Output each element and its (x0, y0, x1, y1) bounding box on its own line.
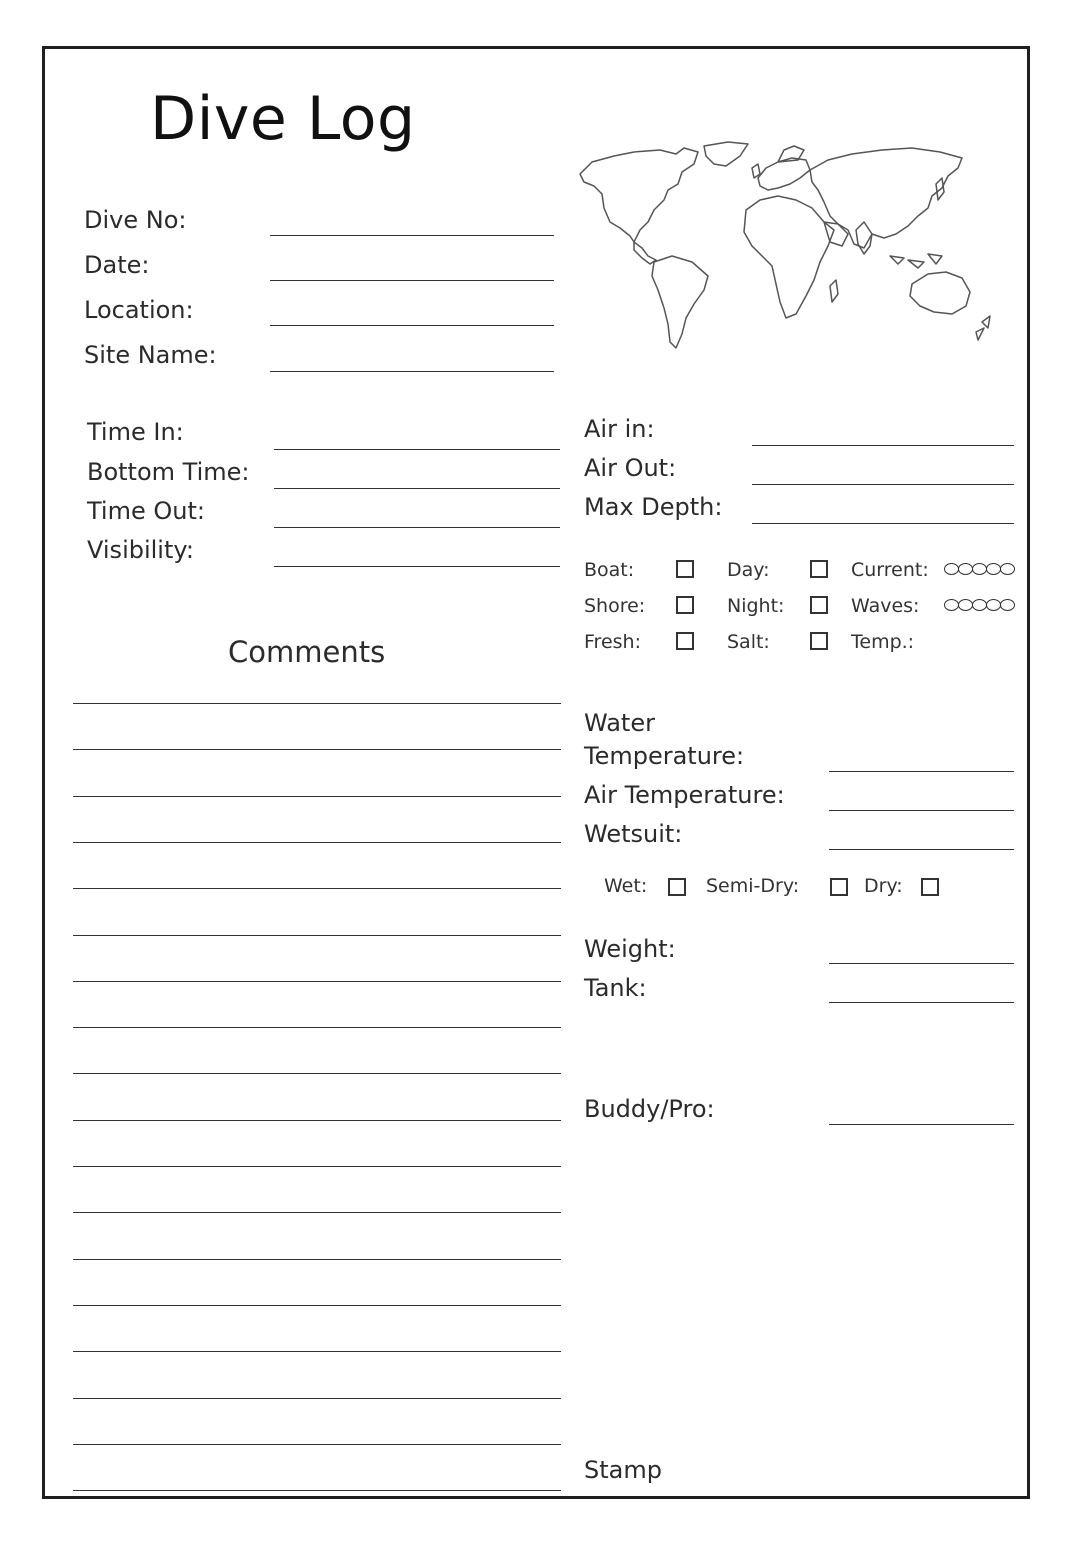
comment-line[interactable] (73, 1073, 561, 1074)
wet-label: Wet: (604, 875, 648, 897)
temp-label: Temp.: (851, 631, 915, 653)
rating-circle-icon[interactable] (958, 599, 973, 611)
dive-no-line[interactable] (270, 235, 554, 236)
rating-circle-icon[interactable] (972, 599, 987, 611)
tank-label: Tank: (584, 974, 647, 1002)
salt-label: Salt: (727, 631, 770, 653)
visibility-label: Visibility: (87, 536, 194, 564)
comment-line[interactable] (73, 888, 561, 889)
water-temperature-line[interactable] (829, 771, 1014, 772)
max-depth-line[interactable] (752, 523, 1014, 524)
weight-line[interactable] (829, 963, 1014, 964)
bottom-time-label: Bottom Time: (87, 458, 250, 486)
dry-label: Dry: (864, 875, 903, 897)
comments-heading: Comments (228, 635, 386, 669)
bottom-time-line[interactable] (274, 488, 560, 489)
fresh-checkbox[interactable] (676, 632, 694, 650)
boat-checkbox[interactable] (676, 560, 694, 578)
date-line[interactable] (270, 280, 554, 281)
comment-line[interactable] (73, 842, 561, 843)
rating-circle-icon[interactable] (944, 599, 959, 611)
salt-checkbox[interactable] (810, 632, 828, 650)
max-depth-label: Max Depth: (584, 493, 723, 521)
buddy-pro-label: Buddy/Pro: (584, 1095, 715, 1123)
comment-line[interactable] (73, 1166, 561, 1167)
rating-circle-icon[interactable] (986, 599, 1001, 611)
comment-line[interactable] (73, 703, 561, 704)
weight-label: Weight: (584, 935, 676, 963)
air-in-label: Air in: (584, 415, 655, 443)
rating-circle-icon[interactable] (1000, 563, 1015, 575)
fresh-label: Fresh: (584, 631, 641, 653)
buddy-pro-line[interactable] (829, 1124, 1014, 1125)
current-label: Current: (851, 559, 929, 581)
comment-line[interactable] (73, 1120, 561, 1121)
waves-rating[interactable] (944, 599, 1014, 611)
comment-line[interactable] (73, 935, 561, 936)
page-title: Dive Log (150, 84, 416, 154)
air-in-line[interactable] (752, 445, 1014, 446)
comment-line[interactable] (73, 749, 561, 750)
stamp-label: Stamp (584, 1456, 662, 1484)
air-out-label: Air Out: (584, 454, 677, 482)
visibility-line[interactable] (274, 566, 560, 567)
wet-checkbox[interactable] (668, 878, 686, 896)
semi-dry-checkbox[interactable] (830, 878, 848, 896)
rating-circle-icon[interactable] (958, 563, 973, 575)
tank-line[interactable] (829, 1002, 1014, 1003)
comment-line[interactable] (73, 1212, 561, 1213)
rating-circle-icon[interactable] (972, 563, 987, 575)
rating-circle-icon[interactable] (1000, 599, 1015, 611)
comment-line[interactable] (73, 1444, 561, 1445)
time-in-label: Time In: (87, 418, 184, 446)
shore-checkbox[interactable] (676, 596, 694, 614)
water-temperature-label-line1: Water (584, 709, 655, 737)
dive-no-label: Dive No: (84, 206, 187, 234)
day-checkbox[interactable] (810, 560, 828, 578)
comment-line[interactable] (73, 796, 561, 797)
rating-circle-icon[interactable] (986, 563, 1001, 575)
air-temperature-line[interactable] (829, 810, 1014, 811)
semi-dry-label: Semi-Dry: (706, 875, 800, 897)
air-out-line[interactable] (752, 484, 1014, 485)
rating-circle-icon[interactable] (944, 563, 959, 575)
comment-line[interactable] (73, 1398, 561, 1399)
comment-line[interactable] (73, 1259, 561, 1260)
comment-line[interactable] (73, 1305, 561, 1306)
day-label: Day: (727, 559, 770, 581)
current-rating[interactable] (944, 563, 1014, 575)
shore-label: Shore: (584, 595, 646, 617)
comment-line[interactable] (73, 1351, 561, 1352)
boat-label: Boat: (584, 559, 635, 581)
site-name-label: Site Name: (84, 341, 217, 369)
air-temperature-label: Air Temperature: (584, 781, 785, 809)
time-out-line[interactable] (274, 527, 560, 528)
location-line[interactable] (270, 325, 554, 326)
time-in-line[interactable] (274, 449, 560, 450)
wetsuit-label: Wetsuit: (584, 820, 683, 848)
location-label: Location: (84, 296, 194, 324)
date-label: Date: (84, 251, 150, 279)
wetsuit-line[interactable] (829, 849, 1014, 850)
night-checkbox[interactable] (810, 596, 828, 614)
water-temperature-label-line2: Temperature: (584, 742, 745, 770)
site-name-line[interactable] (270, 371, 554, 372)
dry-checkbox[interactable] (921, 878, 939, 896)
waves-label: Waves: (851, 595, 920, 617)
time-out-label: Time Out: (87, 497, 205, 525)
world-map-icon (572, 138, 1002, 358)
comment-line[interactable] (73, 981, 561, 982)
comment-line[interactable] (73, 1490, 561, 1491)
night-label: Night: (727, 595, 785, 617)
comment-line[interactable] (73, 1027, 561, 1028)
